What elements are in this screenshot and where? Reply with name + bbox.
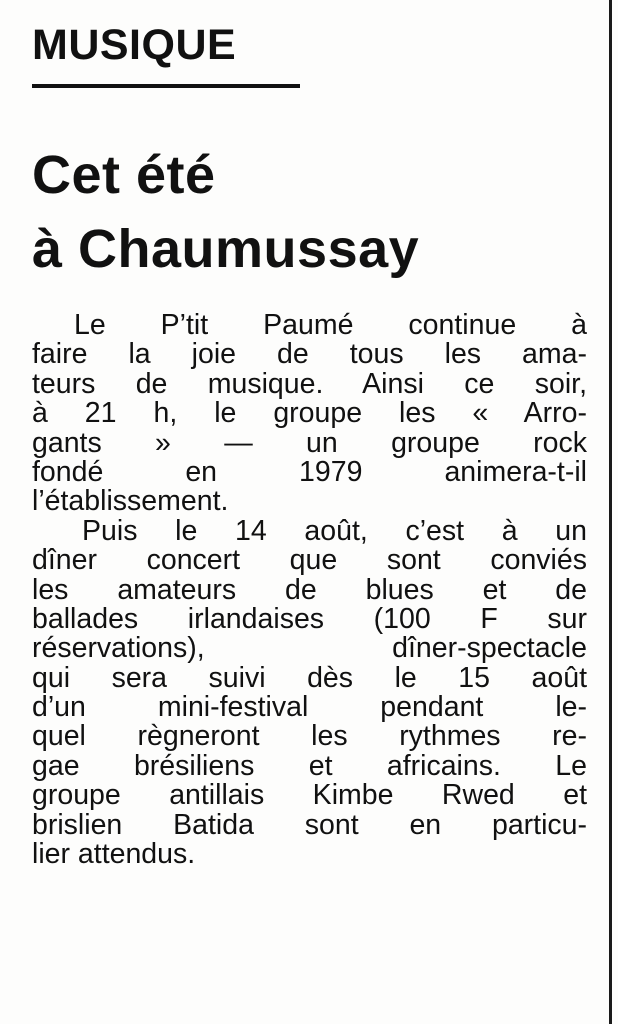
section-rubric: MUSIQUE: [32, 21, 237, 69]
body-line: gae brésiliens et africains. Le: [32, 751, 587, 782]
body-line: à 21 h, le groupe les « Arro-: [32, 399, 587, 429]
headline-line: Cet été: [32, 145, 216, 205]
article-body: [32, 311, 587, 869]
body-line: lier attendus.: [32, 840, 196, 870]
body-line: quel règneront les rythmes re-: [32, 722, 587, 752]
body-line: l’établissement.: [32, 487, 229, 517]
body-line: ballades irlandaises (100 F sur: [32, 604, 587, 635]
body-line: brislien Batida sont en particu-: [32, 810, 587, 841]
body-line: dîner concert que sont conviés: [32, 546, 587, 576]
body-line: d’un mini-festival pendant le-: [32, 693, 587, 723]
paragraph-1: [32, 311, 587, 517]
body-line: Puis le 14 août, c’est à un: [82, 516, 587, 547]
body-line: fondé en 1979 animera-t-il: [32, 457, 587, 488]
body-line: faire la joie de tous les ama-: [32, 340, 587, 370]
body-line: teurs de musique. Ainsi ce soir,: [32, 369, 587, 400]
body-line: groupe antillais Kimbe Rwed et: [32, 781, 587, 811]
rubric-underline: [32, 84, 300, 88]
body-line: gants » — un groupe rock: [32, 428, 587, 458]
article-headline: [32, 138, 419, 286]
body-line: Le P’tit Paumé continue à: [74, 311, 587, 341]
paragraph-2: [32, 517, 587, 870]
headline-line: à Chaumussay: [32, 219, 420, 279]
body-line: qui sera suivi dès le 15 août: [32, 663, 587, 694]
body-line: réservations), dîner-spectacle: [32, 634, 587, 664]
body-line: les amateurs de blues et de: [32, 575, 587, 605]
column-rule: [609, 0, 612, 1024]
